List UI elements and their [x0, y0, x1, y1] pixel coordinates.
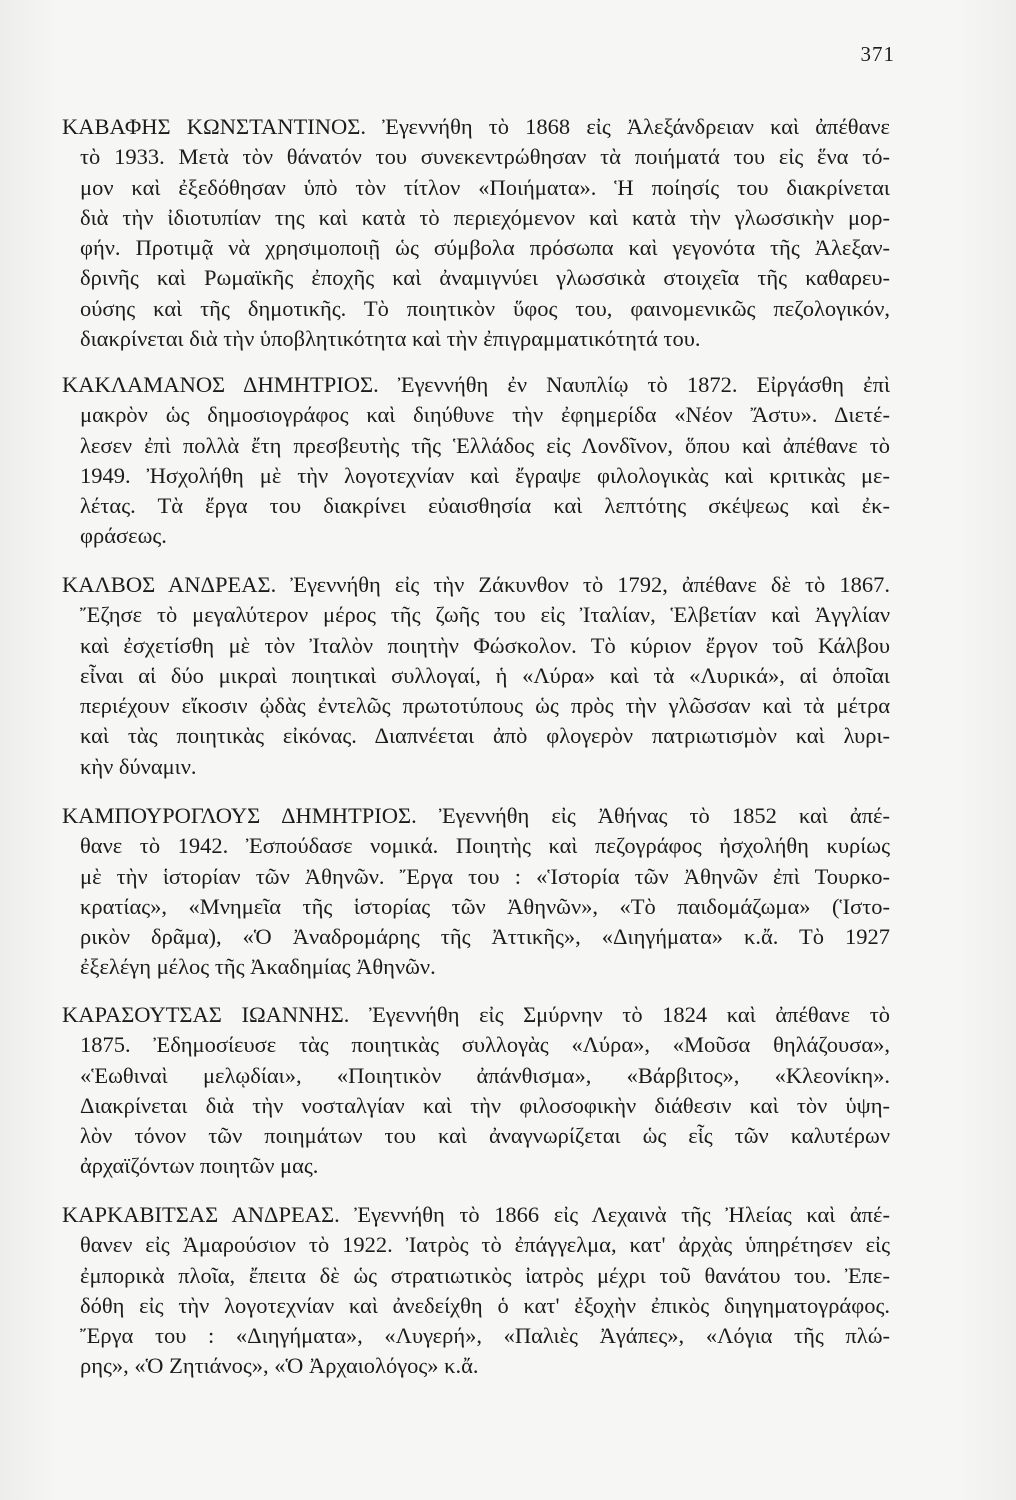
entry-kavafis	[62, 112, 890, 354]
entry-line: διὰ τὴν ἰδιοτυπίαν της καὶ κατὰ τὸ περιεχόμενον καὶ κατὰ τὴν γλωσσικὴν μορ-	[80, 204, 890, 230]
entry-line: ΚΑΒΑΦΗΣ ΚΩΝΣΤΑΝΤΙΝΟΣ. Ἐγεννήθη τὸ 1868 εἰς Ἀλεξάνδρειαν καὶ ἀπέθανε	[62, 114, 890, 139]
entry-line: ἐμπορικὰ πλοῖα, ἔπειτα δὲ ὡς στρατιωτικὸς ἰατρὸς μέχρι τοῦ θανάτου του. Ἐπε-	[80, 1262, 890, 1288]
entry-karkavitsas	[62, 1200, 890, 1382]
entry-line: διακρίνεται διὰ τὴν ὑποβλητικότητα καὶ τὴν ἐπιγραμματικότητά του.	[80, 326, 701, 352]
entry-line: ρικὸν δρᾶμα), «Ὁ Ἀναδρομάρης τῆς Ἀττικῆς», «Διηγήματα» κ.ἄ. Τὸ 1927	[80, 924, 890, 950]
entry-line: φράσεως.	[80, 523, 167, 549]
entry-line: μον καὶ ἐξεδόθησαν ὑπὸ τὸν τίτλον «Ποιήματα». Ἡ ποίησίς του διακρίνεται	[80, 174, 890, 200]
entry-line: θανε τὸ 1942. Ἐσπούδασε νομικά. Ποιητὴς καὶ πεζογράφος ἠσχολήθη κυρίως	[80, 833, 890, 859]
entry-line: ΚΑΡΑΣΟΥΤΣΑΣ ΙΩΑΝΝΗΣ. Ἐγεννήθη εἰς Σμύρνην τὸ 1824 καὶ ἀπέθανε τὸ	[62, 1002, 890, 1027]
entry-line: «Ἑωθιναὶ μελῳδίαι», «Ποιητικὸν ἀπάνθισμα», «Βάρβιτος», «Κλεονίκη».	[80, 1062, 890, 1088]
entry-line: καὶ τὰς ποιητικὰς εἰκόνας. Διαπνέεται ἀπὸ φλογερὸν πατριωτισμὸν καὶ λυρι-	[80, 723, 890, 749]
entry-line: ἐξελέγη μέλος τῆς Ἀκαδημίας Ἀθηνῶν.	[80, 954, 436, 980]
entry-line: περιέχουν εἴκοσιν ᾠδὰς ἐντελῶς πρωτοτύπους ὡς πρὸς τὴν γλῶσσαν καὶ τὰ μέτρα	[80, 693, 890, 719]
entry-kaklamanos	[62, 370, 890, 552]
entry-line: θανεν εἰς Ἀμαρούσιον τὸ 1922. Ἰατρὸς τὸ ἐπάγγελμα, κατ' ἀρχὰς ὑπηρέτησεν εἰς	[80, 1232, 890, 1258]
entry-line: κρατίας», «Μνημεῖα τῆς ἱστορίας τῶν Ἀθηνῶν», «Τὸ παιδομάζωμα» (Ἱστο-	[80, 893, 890, 919]
entry-kampouroglous	[62, 801, 890, 983]
entry-line: Διακρίνεται διὰ τὴν νοσταλγίαν καὶ τὴν φιλοσοφικὴν διάθεσιν καὶ τὸν ὑψη-	[80, 1092, 890, 1118]
entry-line: εἶναι αἱ δύο μικραὶ ποιητικαὶ συλλογαί, ἡ «Λύρα» καὶ τὰ «Λυρικά», αἱ ὁποῖαι	[80, 662, 890, 688]
entry-line: ΚΑΚΛΑΜΑΝΟΣ ΔΗΜΗΤΡΙΟΣ. Ἐγεννήθη ἐν Ναυπλίῳ τὸ 1872. Εἰργάσθη ἐπὶ	[62, 372, 890, 397]
entry-line: δόθη εἰς τὴν λογοτεχνίαν καὶ ἀνεδείχθη ὁ κατ' ἐξοχὴν ἐπικὸς διηγηματογράφος.	[80, 1292, 890, 1318]
entry-line: ΚΑΜΠΟΥΡΟΓΛΟΥΣ ΔΗΜΗΤΡΙΟΣ. Ἐγεννήθη εἰς Ἀθήνας τὸ 1852 καὶ ἀπέ-	[62, 803, 890, 828]
entry-line: 1949. Ἠσχολήθη μὲ τὴν λογοτεχνίαν καὶ ἔγραψε φιλολογικὰς καὶ κριτικὰς με-	[80, 462, 890, 488]
entry-line: Ἔργα του : «Διηγήματα», «Λυγερή», «Παλιὲς Ἀγάπες», «Λόγια τῆς πλώ-	[80, 1323, 890, 1349]
entry-line: ΚΑΡΚΑΒΙΤΣΑΣ ΑΝΔΡΕΑΣ. Ἐγεννήθη τὸ 1866 εἰς Λεχαινὰ τῆς Ἠλείας καὶ ἀπέ-	[62, 1202, 890, 1227]
entry-line: ΚΑΛΒΟΣ ΑΝΔΡΕΑΣ. Ἐγεννήθη εἰς τὴν Ζάκυνθον τὸ 1792, ἀπέθανε δὲ τὸ 1867.	[62, 572, 890, 597]
entry-line: μὲ τὴν ἱστορίαν τῶν Ἀθηνῶν. Ἔργα του : «Ἱστορία τῶν Ἀθηνῶν ἐπὶ Τουρκο-	[80, 863, 890, 889]
entry-line: μακρὸν ὡς δημοσιογράφος καὶ διηύθυνε τὴν ἐφημερίδα «Νέον Ἄστυ». Διετέ-	[80, 402, 890, 428]
entry-line: καὶ ἐσχετίσθη μὲ τὸν Ἰταλὸν ποιητὴν Φώσκολον. Τὸ κύριον ἔργον τοῦ Κάλβου	[80, 632, 890, 658]
entry-karasoutsas	[62, 1000, 890, 1182]
entry-line: τὸ 1933. Μετὰ τὸν θάνατόν του συνεκεντρώθησαν τὰ ποιήματά του εἰς ἕνα τό-	[80, 144, 890, 170]
entry-line: δρινῆς καὶ Ρωμαϊκῆς ἐποχῆς καὶ ἀναμιγνύει γλωσσικὰ στοιχεῖα τῆς καθαρευ-	[80, 265, 890, 291]
entry-line: ρης», «Ὁ Ζητιάνος», «Ὁ Ἀρχαιολόγος» κ.ἄ.	[80, 1353, 479, 1379]
entry-line: κὴν δύναμιν.	[80, 753, 197, 779]
entry-line: λὸν τόνον τῶν ποιημάτων του καὶ ἀναγνωρίζεται ὡς εἷς τῶν καλυτέρων	[80, 1123, 890, 1149]
entry-line: ούσης καὶ τῆς δημοτικῆς. Τὸ ποιητικὸν ὕφος του, φαινομενικῶς πεζολογικόν,	[80, 295, 890, 321]
entry-line: φήν. Προτιμᾷ νὰ χρησιμοποιῇ ὡς σύμβολα πρόσωπα καὶ γεγονότα τῆς Ἀλεξαν-	[80, 235, 890, 261]
entry-line: ἀρχαϊζόντων ποιητῶν μας.	[80, 1153, 319, 1179]
entry-line: λέτας. Τὰ ἔργα του διακρίνει εὐαισθησία καὶ λεπτότης σκέψεως καὶ ἐκ-	[80, 493, 890, 519]
page-number: 371	[860, 42, 895, 66]
entry-kalvos	[62, 570, 890, 782]
entry-line: λεσεν ἐπὶ πολλὰ ἔτη πρεσβευτὴς τῆς Ἑλλάδος εἰς Λονδῖνον, ὅπου καὶ ἀπέθανε τὸ	[80, 432, 890, 458]
entry-line: Ἔζησε τὸ μεγαλύτερον μέρος τῆς ζωῆς του εἰς Ἰταλίαν, Ἑλβετίαν καὶ Ἀγγλίαν	[80, 602, 890, 628]
entry-line: 1875. Ἐδημοσίευσε τὰς ποιητικὰς συλλογὰς «Λύρα», «Μοῦσα θηλάζουσα»,	[80, 1032, 890, 1058]
